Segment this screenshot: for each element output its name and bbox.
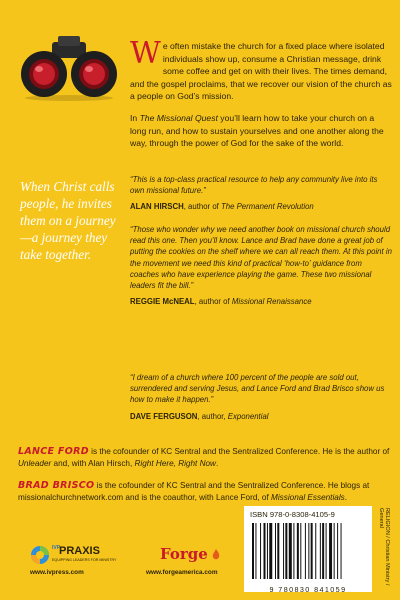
barcode-bar (297, 523, 299, 579)
barcode-bar (337, 523, 338, 579)
endorser-name: ALAN HIRSCH (130, 202, 184, 212)
barcode-bar (320, 523, 321, 579)
endorsement-attribution (130, 411, 392, 422)
barcode-bar (315, 523, 316, 579)
binoculars-image (18, 34, 120, 102)
barcode-bar (267, 523, 268, 579)
barcode-icon (250, 523, 366, 579)
barcode-bar (326, 523, 327, 579)
ivp-prefix: IVP (52, 545, 61, 551)
drop-cap: W (130, 36, 161, 71)
barcode-bar (322, 523, 324, 579)
intro-paragraph (130, 36, 392, 103)
endorser-name: DAVE FERGUSON (130, 411, 198, 421)
endorser-sep: , author of (183, 202, 221, 212)
bio-text: . (344, 492, 348, 502)
barcode-box (244, 506, 372, 592)
flame-icon (210, 549, 222, 561)
endorsement-quote: “Those who wonder why we need another book on missional church should read this one. Then you’ll know. Lance and Brad have done a great job of putting the cookies on the shelf where we can all reach them. At this point in the movement we need this kind of practical ‘how-to’ guidance from coaches who have experience playing the game. These two missional leaders fit the bill.” (130, 225, 392, 291)
forge-logo (146, 543, 236, 581)
bio-book: Right Here, Right Now (134, 458, 216, 468)
ivp-url: www.ivpress.com (30, 569, 84, 576)
forge-wordmark: Forge (160, 545, 208, 563)
endorsement-attribution (130, 201, 392, 212)
praxis-tagline: EQUIPPING LEADERS FOR MINISTRY (52, 558, 117, 562)
praxis-circle-icon (30, 545, 50, 565)
endorser-name: REGGIE McNEAL (130, 297, 195, 307)
description-pre: In (130, 113, 140, 123)
endorsement-attribution (130, 296, 392, 307)
barcode-bar (329, 523, 332, 579)
bio-book: Unleader (18, 458, 52, 468)
barcode-bar (300, 523, 301, 579)
barcode-bar (277, 523, 279, 579)
barcode-bar (252, 523, 254, 579)
endorsement-2 (130, 224, 392, 307)
category-label: RELIGION / Christian Ministry / General (377, 508, 390, 586)
barcode-bar (305, 523, 306, 579)
bio-book: Missional Essentials (271, 492, 345, 502)
endorsement-1 (130, 174, 392, 212)
barcode-bar (255, 523, 256, 579)
praxis-wordmark: PRAXIS (59, 545, 100, 557)
endorsement-3 (130, 372, 392, 422)
endorser-book: Exponential (227, 411, 269, 421)
barcode-bar (264, 523, 266, 579)
forge-url: www.forgeamerica.com (146, 569, 218, 576)
barcode-bar (341, 523, 342, 579)
endorsement-quote: “I dream of a church where 100 percent of the people are sold out, surrendered and serving Jesus, and Lance Ford and Brad Brisco show us how to make it happen.” (130, 373, 385, 405)
pull-quote: When Christ calls people, he invites them on a journey—a journey they take together. (20, 179, 116, 262)
author-name: LANCE FORD (18, 446, 89, 457)
book-title: The Missional Quest (139, 113, 218, 123)
endorsement-quote: “This is a top-class practical resource to help any community live into its own missional future.” (130, 175, 378, 196)
barcode-bar (260, 523, 261, 579)
bio-text: . (215, 458, 219, 468)
barcode-bar (311, 523, 313, 579)
barcode-bar (285, 523, 287, 579)
bio-text: and, with Alan Hirsch, (51, 458, 135, 468)
barcode-bar (283, 523, 284, 579)
barcode-digits: 9 780830 841059 (269, 585, 347, 594)
barcode-bar (275, 523, 276, 579)
description-post: you’ll learn how to take your church on a long run, and how to sustain yourselves and one another along the way, through the power of God for the sake of the world. (130, 113, 384, 149)
bio-text: is the cofounder of KC Sentral and the Sentralized Conference. He is the author of (88, 447, 390, 456)
bio-text: is the cofounder of KC Sentral and the Sentralized Conference. He blogs at missionalchurchnetwork.com and is the coauthor, with Lance Ford, of (18, 481, 370, 502)
endorser-book: Missional Renaissance (231, 297, 312, 307)
ivp-praxis-logo (30, 543, 120, 581)
endorser-sep: , author, (197, 411, 228, 421)
barcode-bar (289, 523, 292, 579)
endorser-book: The Permanent Revolution (221, 202, 314, 212)
author-bio-2 (18, 480, 394, 503)
endorser-sep: , author of (194, 297, 232, 307)
barcode-bar (269, 523, 272, 579)
author-name: BRAD BRISCO (18, 480, 95, 491)
author-bio-1 (18, 446, 394, 469)
barcode-bar (334, 523, 335, 579)
description-paragraph (130, 112, 392, 150)
intro-text: e often mistake the church for a fixed place where isolated individuals show up, consume a Christian message, drink some coffee and get on with their lives. The times demand, and the gospel proclaims, that we recover our vision of the church as a people on God’s mission. (130, 41, 392, 102)
isbn-text: ISBN 978-0-8308-4105-9 (250, 510, 335, 519)
barcode-bar (308, 523, 309, 579)
barcode-bar (293, 523, 294, 579)
